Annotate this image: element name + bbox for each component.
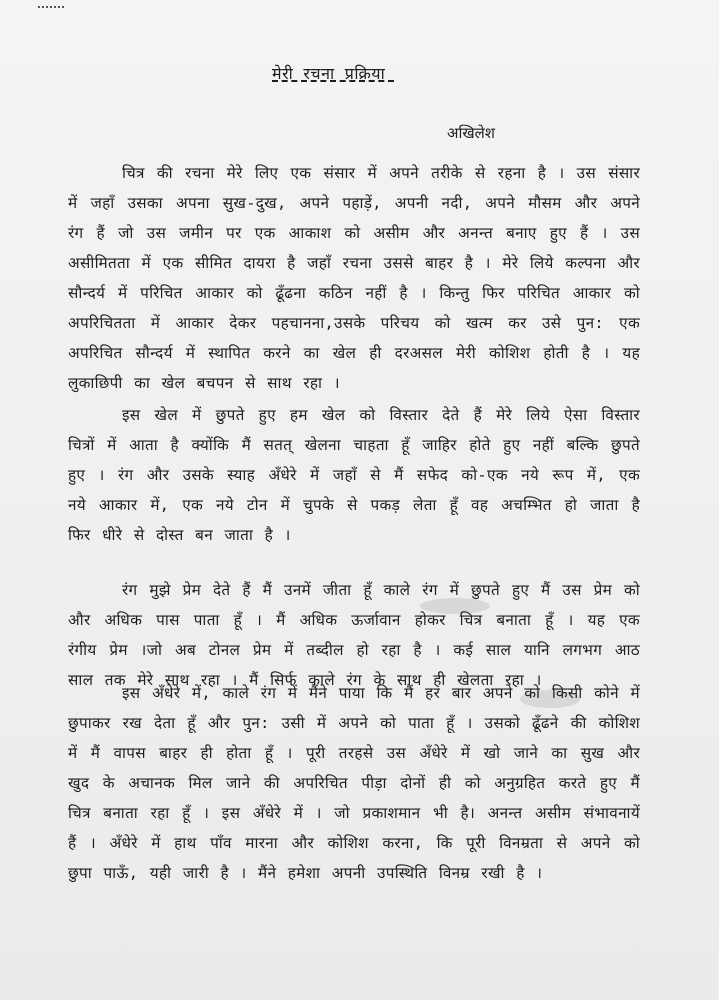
paragraph-1: चित्र की रचना मेरे लिए एक संसार में अपने तरीके से रहना है । उस संसार में जहाँ उसका अपना सुख-दुख, अपने पहाड़ें, अपनी नदी, अपने मौसम और अपने रंग हैं जो उस जमीन पर एक आकाश को असीम और अनन्त बनाए हुए हैं । उस असीमितता में एक सीमित दायरा है जहाँ रचना उससे बाहर है । मेरे लिये कल्पना और सौन्दर्य में परिचित आकार को ढूँढना कठिन नहीं है । किन्तु फिर परिचित आकार को अपरिचितता में आकार देकर पहचानना,उसके परिचय को खत्म कर उसे पुन: एक अपरिचित सौन्दर्य में स्थापित करने का खेल ही दरअसल मेरी कोशिश होती है । यह लुकाछिपी का खेल बचपन से साथ रहा । xyxy=(68,164,640,392)
title-underline xyxy=(272,80,394,82)
page-title: मेरी रचना प्रक्रिया xyxy=(272,64,386,83)
author-name: अखिलेश xyxy=(447,124,495,142)
paragraph-3: रंग मुझे प्रेम देते हैं मैं उनमें जीता हूँ काले रंग में छुपते हुए मैं उस प्रेम को और अधिक पास पाता हूँ । मैं अधिक ऊर्जावान होकर चित्र बनाता हूँ । यह एक रंगीय प्रेम ।जो अब टोनल प्रेम में तब्दील हो रहा है । कई साल यानि लगभग आठ साल तक मेरे साथ रहा । मैं सिर्फ काले रंग के साथ ही खेलता रहा । xyxy=(68,581,640,689)
corner-mark xyxy=(38,6,64,12)
paragraph-4: इस अँधेरे में, काले रंग में मैंने पाया कि मैं हर बार अपने को किसी कोने में छुपाकर रख देता हूँ और पुन: उसी में अपने को पाता हूँ । उसको ढूँढने की कोशिश में मैं वापस बाहर ही होता हूँ । पूरी तरहसे उस अँधेरे में खो जाने का सुख और खुद के अचानक मिल जाने की अपरिचित पीड़ा दोनों ही को अनुग्रहित करते हुए मैं चित्र बनाता रहा हूँ । इस अँधेरे में । जो प्रकाशमान भी है। अनन्त असीम संभावनायें हैं । अँधेरे में हाथ पाँव मारना और कोशिश करना, कि पूरी विनम्रता से अपने को छुपा पाऊँ, यही जारी है । मैंने हमेशा अपनी उपस्थिति विनम्र रखी है । xyxy=(68,684,640,882)
paragraph-2: इस खेल में छुपते हुए हम खेल को विस्तार देते हैं मेरे लिये ऐसा विस्तार चित्रों में आता है क्योंकि मैं सतत् खेलना चाहता हूँ जाहिर होते हुए नहीं बल्कि छुपते हुए । रंग और उसके स्याह अँधेरे में जहाँ से मैं सफेद को-एक नये रूप में, एक नये आकार में, एक नये टोन में चुपके से पकड़ लेता हूँ वह अचम्भित हो जाता है फिर धीरे से दोस्त बन जाता है । xyxy=(68,406,640,544)
